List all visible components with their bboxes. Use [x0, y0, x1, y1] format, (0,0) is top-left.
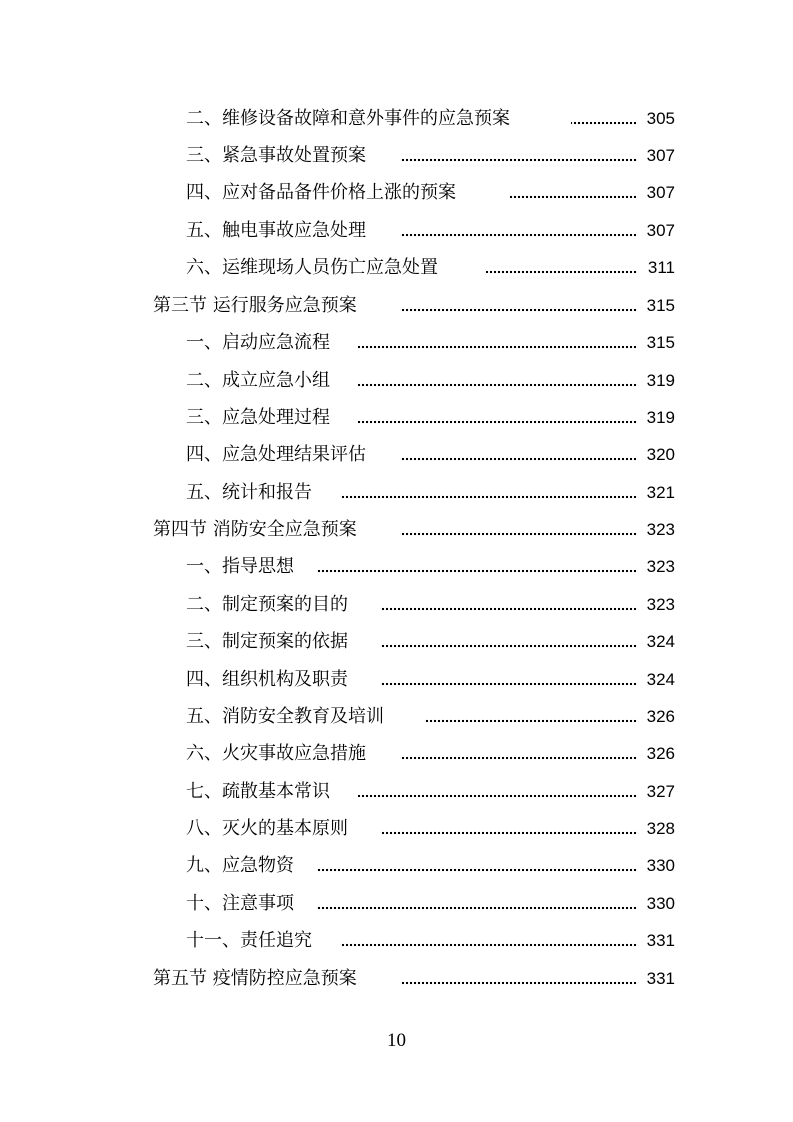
toc-entry[interactable] — [0, 105, 793, 133]
toc-leader-dots — [340, 494, 637, 500]
toc-entry-page: 324 — [646, 632, 675, 651]
toc-section-entry[interactable] — [0, 516, 793, 544]
toc-leader-dots — [316, 905, 637, 911]
toc-leader-dots — [424, 718, 637, 724]
toc-entry-title: 七、疏散基本常识 — [186, 781, 330, 802]
toc-leader-dots — [571, 120, 637, 126]
toc-entry-title: 八、灭火的基本原则 — [186, 818, 348, 839]
toc-entry-title: 四、组织机构及职责 — [186, 669, 348, 690]
toc-entry-page: 326 — [646, 707, 675, 726]
toc-leader-dots — [400, 456, 637, 462]
toc-entry-page: 320 — [646, 445, 675, 464]
toc-entry[interactable] — [0, 254, 793, 282]
toc-entry-page: 331 — [646, 931, 675, 950]
toc-entry[interactable] — [0, 628, 793, 656]
toc-entry-page: 307 — [646, 221, 675, 240]
toc-entry-title: 四、应急处理结果评估 — [186, 444, 366, 465]
toc-entry-page: 324 — [646, 670, 675, 689]
toc-entry-title: 三、紧急事故处置预案 — [186, 145, 366, 166]
toc-entry-page: 328 — [646, 819, 675, 838]
toc-entry[interactable] — [0, 703, 793, 731]
toc-entry-title: 四、应对备品备件价格上涨的预案 — [186, 182, 456, 203]
toc-entry-page: 315 — [646, 296, 675, 315]
toc-leader-dots — [358, 419, 637, 425]
toc-entry-title: 第三节 运行服务应急预案 — [153, 295, 357, 316]
toc-leader-dots — [316, 568, 637, 574]
toc-leader-dots — [316, 867, 637, 873]
toc-section-entry[interactable] — [0, 292, 793, 320]
toc-entry-page: 311 — [647, 258, 675, 277]
toc-entry[interactable] — [0, 666, 793, 694]
toc-entry-page: 323 — [646, 557, 675, 576]
toc-entry[interactable] — [0, 479, 793, 507]
toc-entry[interactable] — [0, 852, 793, 880]
toc-entry[interactable] — [0, 367, 793, 395]
toc-leader-dots — [340, 942, 637, 948]
toc-leader-dots — [380, 643, 637, 649]
toc-entry[interactable] — [0, 217, 793, 245]
toc-leader-dots — [400, 531, 637, 537]
toc-entry-title: 十一、责任追究 — [186, 930, 312, 951]
toc-leader-dots — [400, 980, 637, 986]
toc-entry[interactable] — [0, 890, 793, 918]
toc-entry-title: 一、指导思想 — [186, 556, 294, 577]
toc-entry[interactable] — [0, 591, 793, 619]
toc-entry-page: 323 — [646, 520, 675, 539]
toc-entry-title: 五、统计和报告 — [186, 482, 312, 503]
toc-leader-dots — [400, 157, 637, 163]
toc-entry-title: 第四节 消防安全应急预案 — [153, 519, 357, 540]
toc-entry[interactable] — [0, 329, 793, 357]
toc-leader-dots — [400, 307, 637, 313]
toc-leader-dots — [400, 755, 637, 761]
toc-entry-title: 第五节 疫情防控应急预案 — [153, 968, 357, 989]
toc-entry[interactable] — [0, 142, 793, 170]
toc-leader-dots — [509, 194, 637, 200]
toc-entry-page: 307 — [646, 146, 675, 165]
toc-entry-page: 326 — [646, 744, 675, 763]
toc-entry-page: 327 — [646, 782, 675, 801]
toc-entry-title: 十、注意事项 — [186, 893, 294, 914]
toc-entry-page: 305 — [646, 109, 675, 128]
toc-leader-dots — [380, 681, 637, 687]
toc-leader-dots — [358, 382, 637, 388]
toc-entry[interactable] — [0, 815, 793, 843]
toc-entry-title: 三、应急处理过程 — [186, 407, 330, 428]
toc-leader-dots — [358, 344, 637, 350]
toc-entry-title: 二、成立应急小组 — [186, 370, 330, 391]
toc-entry-title: 三、制定预案的依据 — [186, 631, 348, 652]
toc-entry-title: 二、维修设备故障和意外事件的应急预案 — [186, 108, 510, 129]
toc-entry-page: 321 — [646, 483, 675, 502]
toc-entry-page: 319 — [646, 371, 675, 390]
toc-entry-page: 315 — [646, 333, 675, 352]
toc-entry-page: 307 — [646, 183, 675, 202]
toc-entry[interactable] — [0, 404, 793, 432]
toc-entry-title: 一、启动应急流程 — [186, 332, 330, 353]
toc-entry[interactable] — [0, 740, 793, 768]
toc-leader-dots — [358, 793, 637, 799]
toc-entry-title: 六、火灾事故应急措施 — [186, 743, 366, 764]
toc-leader-dots — [380, 606, 637, 612]
toc-entry-page: 331 — [646, 969, 675, 988]
toc-entry[interactable] — [0, 778, 793, 806]
page-number: 10 — [387, 1030, 406, 1051]
toc-entry-title: 二、制定预案的目的 — [186, 594, 348, 615]
toc-entry-page: 330 — [646, 894, 675, 913]
toc-entry-title: 九、应急物资 — [186, 855, 294, 876]
toc-entry-title: 六、运维现场人员伤亡应急处置 — [186, 257, 438, 278]
toc-entry-page: 319 — [646, 408, 675, 427]
toc-entry-page: 323 — [646, 595, 675, 614]
toc-entry-title: 五、消防安全教育及培训 — [186, 706, 384, 727]
toc-entry[interactable] — [0, 553, 793, 581]
toc-entry[interactable] — [0, 179, 793, 207]
toc-entry-page: 330 — [646, 856, 675, 875]
toc-section-entry[interactable] — [0, 965, 793, 993]
toc-entry[interactable] — [0, 441, 793, 469]
toc-leader-dots — [486, 269, 637, 275]
toc-entry[interactable] — [0, 927, 793, 955]
toc-leader-dots — [380, 830, 637, 836]
toc-leader-dots — [400, 232, 637, 238]
toc-entry-title: 五、触电事故应急处理 — [186, 220, 366, 241]
